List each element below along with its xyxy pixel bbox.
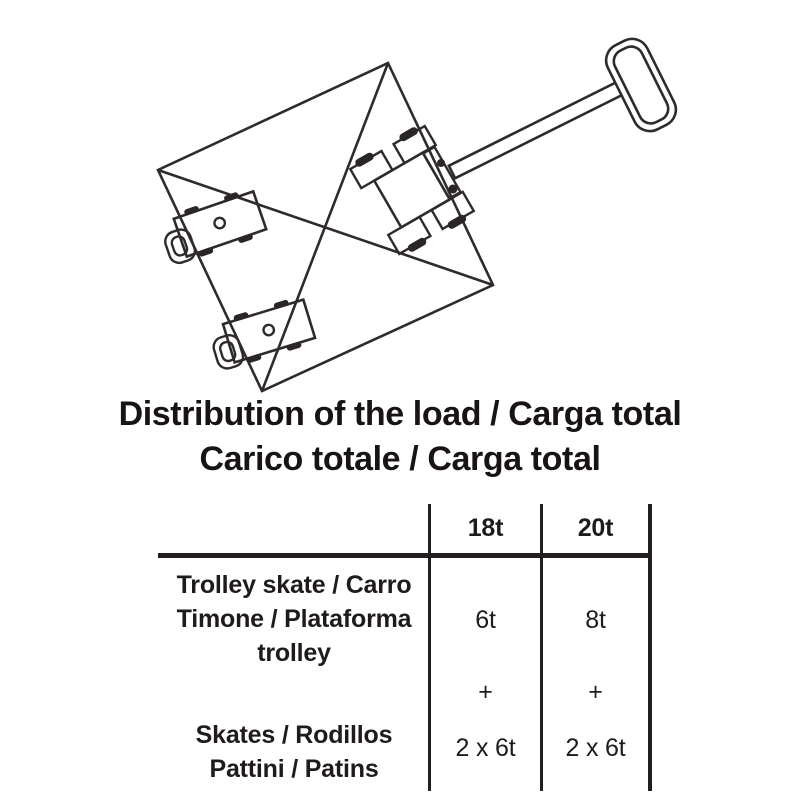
row-label-trolley-skate xyxy=(158,568,430,670)
title-line-2: Carico totale / Carga total xyxy=(199,440,601,478)
value-skates-20t: 2 x 6t xyxy=(565,733,626,762)
section-title xyxy=(0,392,800,482)
row-label-trolley-line-2: Timone / Plataforma xyxy=(176,605,412,633)
bottom-skate-plate xyxy=(223,300,315,363)
row-label-trolley-line-1: Trolley skate / Carro xyxy=(176,571,412,599)
value-skates-18t: 2 x 6t xyxy=(455,733,516,762)
column-header-18t: 18t xyxy=(467,513,504,542)
row-label-skates-line-2: Pattini / Patins xyxy=(209,755,379,783)
plus-sign-20t: + xyxy=(588,677,603,706)
column-header-20t: 20t xyxy=(577,513,614,542)
row-label-skates xyxy=(158,718,430,786)
value-trolley-20t: 8t xyxy=(585,605,606,634)
table-header-rule xyxy=(158,553,652,558)
row-label-skates-line-1: Skates / Rodillos xyxy=(195,721,393,749)
title-line-1: Distribution of the load / Carga total xyxy=(118,395,682,433)
value-trolley-18t: 6t xyxy=(475,605,496,634)
left-skate-pin-hole xyxy=(213,216,226,229)
bottom-skate-pin-hole xyxy=(262,324,275,337)
plus-sign-18t: + xyxy=(478,677,493,706)
tiller-bar xyxy=(449,77,632,178)
row-label-trolley-line-3: trolley xyxy=(257,639,331,667)
left-skate xyxy=(157,187,268,267)
left-skate-handle xyxy=(163,227,198,266)
table-vertical-line-3 xyxy=(648,504,652,791)
